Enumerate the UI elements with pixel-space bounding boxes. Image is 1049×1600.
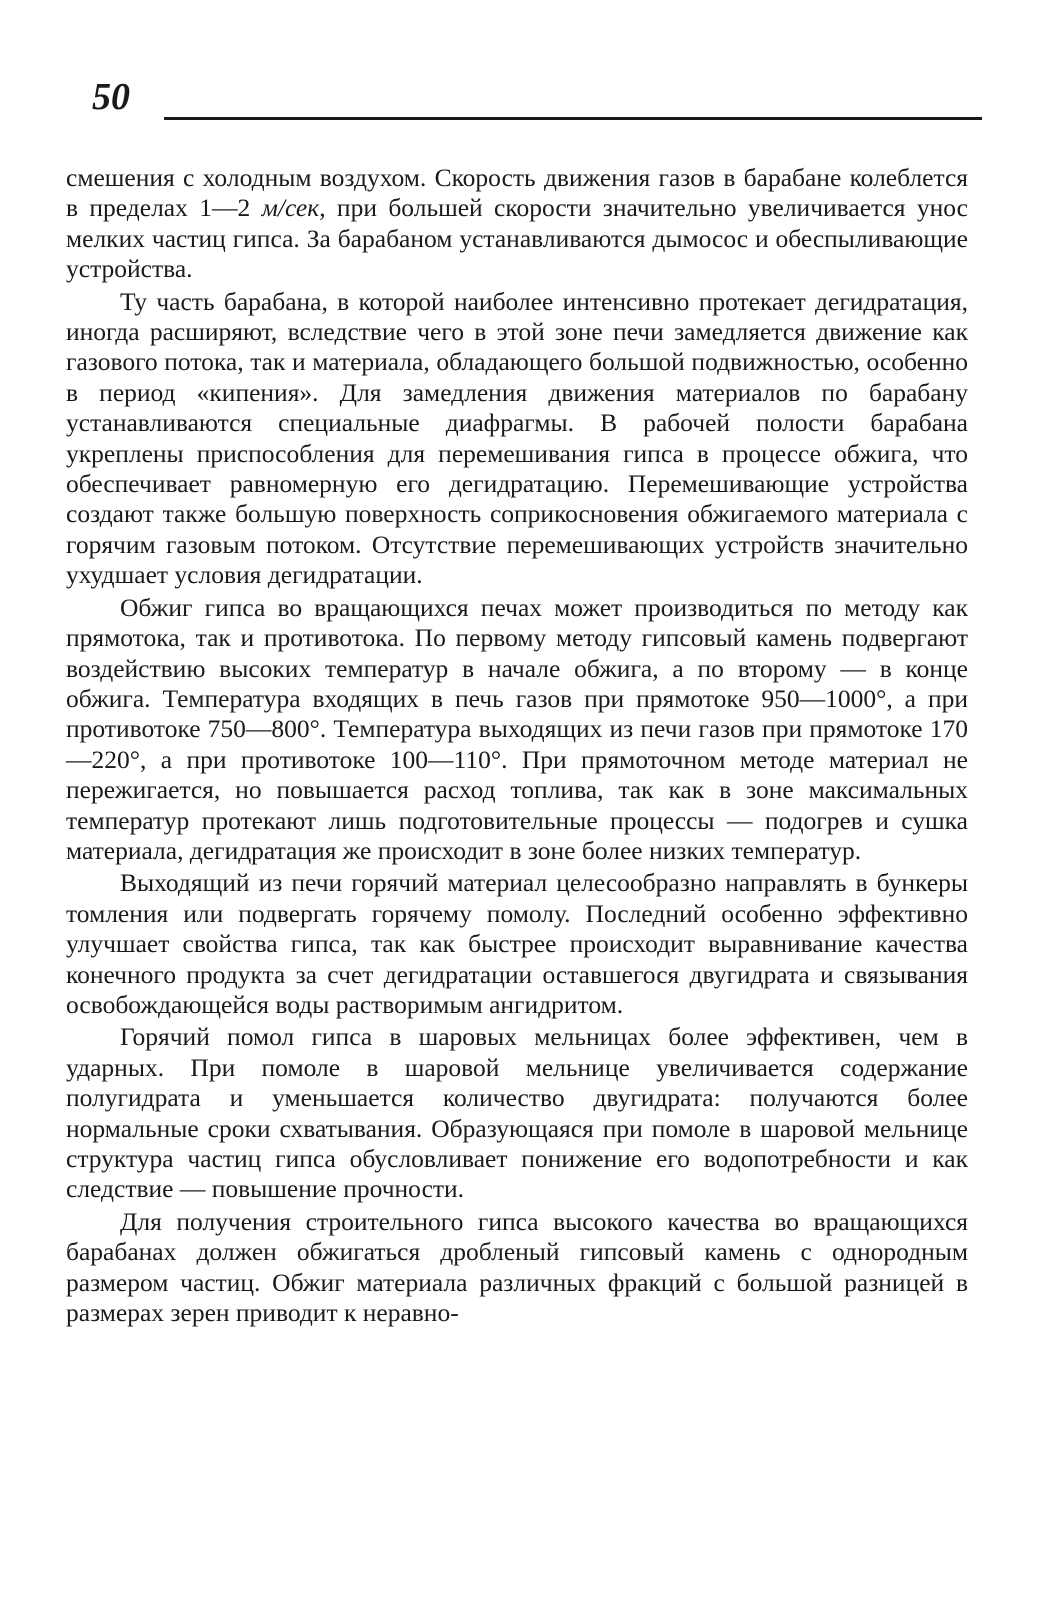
paragraph-6: Для получения строительного гипса высокого качества во вращающихся барабанах должен обжигаться дробленый гипсовый камень с однородным размером частиц. Обжиг материала различных фракций с большой разницей в размерах зерен приводит к неравно- bbox=[66, 1206, 968, 1328]
paragraph-1-part-1: смешения с холодным воздухом. Скорость движения газов в барабане колеблется в пределах 1—2 bbox=[66, 163, 968, 223]
body-text bbox=[66, 163, 968, 1328]
unit-speed: м/сек bbox=[261, 193, 320, 223]
paragraph-1 bbox=[66, 163, 968, 285]
header-rule bbox=[164, 117, 982, 120]
page-number: 50 bbox=[92, 76, 130, 118]
paragraph-1-part-3: , при большей скорости значительно увеличивается унос мелких частиц гипса. За барабаном устанавливаются дымосос и обеспыливающие устройства. bbox=[66, 193, 968, 284]
paragraph-4: Выходящий из печи горячий материал целесообразно направлять в бункеры томления или подвергать горячему помолу. Последний особенно эффективно улучшает свойства гипса, так как быстрее происходит выравнивание качества конечного продукта за счет дегидратации оставшегося двугидрата и связывания освобождающейся воды растворимым ангидритом. bbox=[66, 868, 968, 1019]
paragraph-3: Обжиг гипса во вращающихся печах может производиться по методу как прямотока, так и противотока. По первому методу гипсовый камень подвергают воздействию высоких температур в начале обжига, а по второму — в конце обжига. Температура входящих в печь газов при прямотоке 950—1000°, а при противотоке 750—800°. Температура выходящих из печи газов при прямотоке 170—220°, а при противотоке 100—110°. При прямоточном методе материал не пережигается, но повышается расход топлива, так как в зоне максимальных температур протекают лишь подготовительные процессы — подогрев и сушка материала, дегидратация же происходит в зоне более низких температур. bbox=[66, 592, 968, 865]
page-header bbox=[92, 72, 982, 132]
paragraph-2: Ту часть барабана, в которой наиболее интенсивно протекает дегидратация, иногда расширяют, вследствие чего в этой зоне печи замедляется движение как газового потока, так и материала, обладающего большой подвижностью, особенно в период «кипения». Для замедления движения материалов по барабану устанавливаются специальные диафрагмы. В рабочей полости барабана укреплены приспособления для перемешивания гипса в процессе обжига, что обеспечивает равномерную его дегидратацию. Перемешивающие устройства создают также большую поверхность соприкосновения обжигаемого материала с горячим газовым потоком. Отсутствие перемешивающих устройств значительно ухудшает условия дегидратации. bbox=[66, 286, 968, 590]
paragraph-5: Горячий помол гипса в шаровых мельницах более эффективен, чем в ударных. При помоле в шаровой мельнице увеличивается содержание полугидрата и уменьшается количество двугидрата: получаются более нормальные сроки схватывания. Образующаяся при помоле в шаровой мельнице структура частиц гипса обусловливает понижение его водопотребности и как следствие — повышение прочности. bbox=[66, 1022, 968, 1204]
